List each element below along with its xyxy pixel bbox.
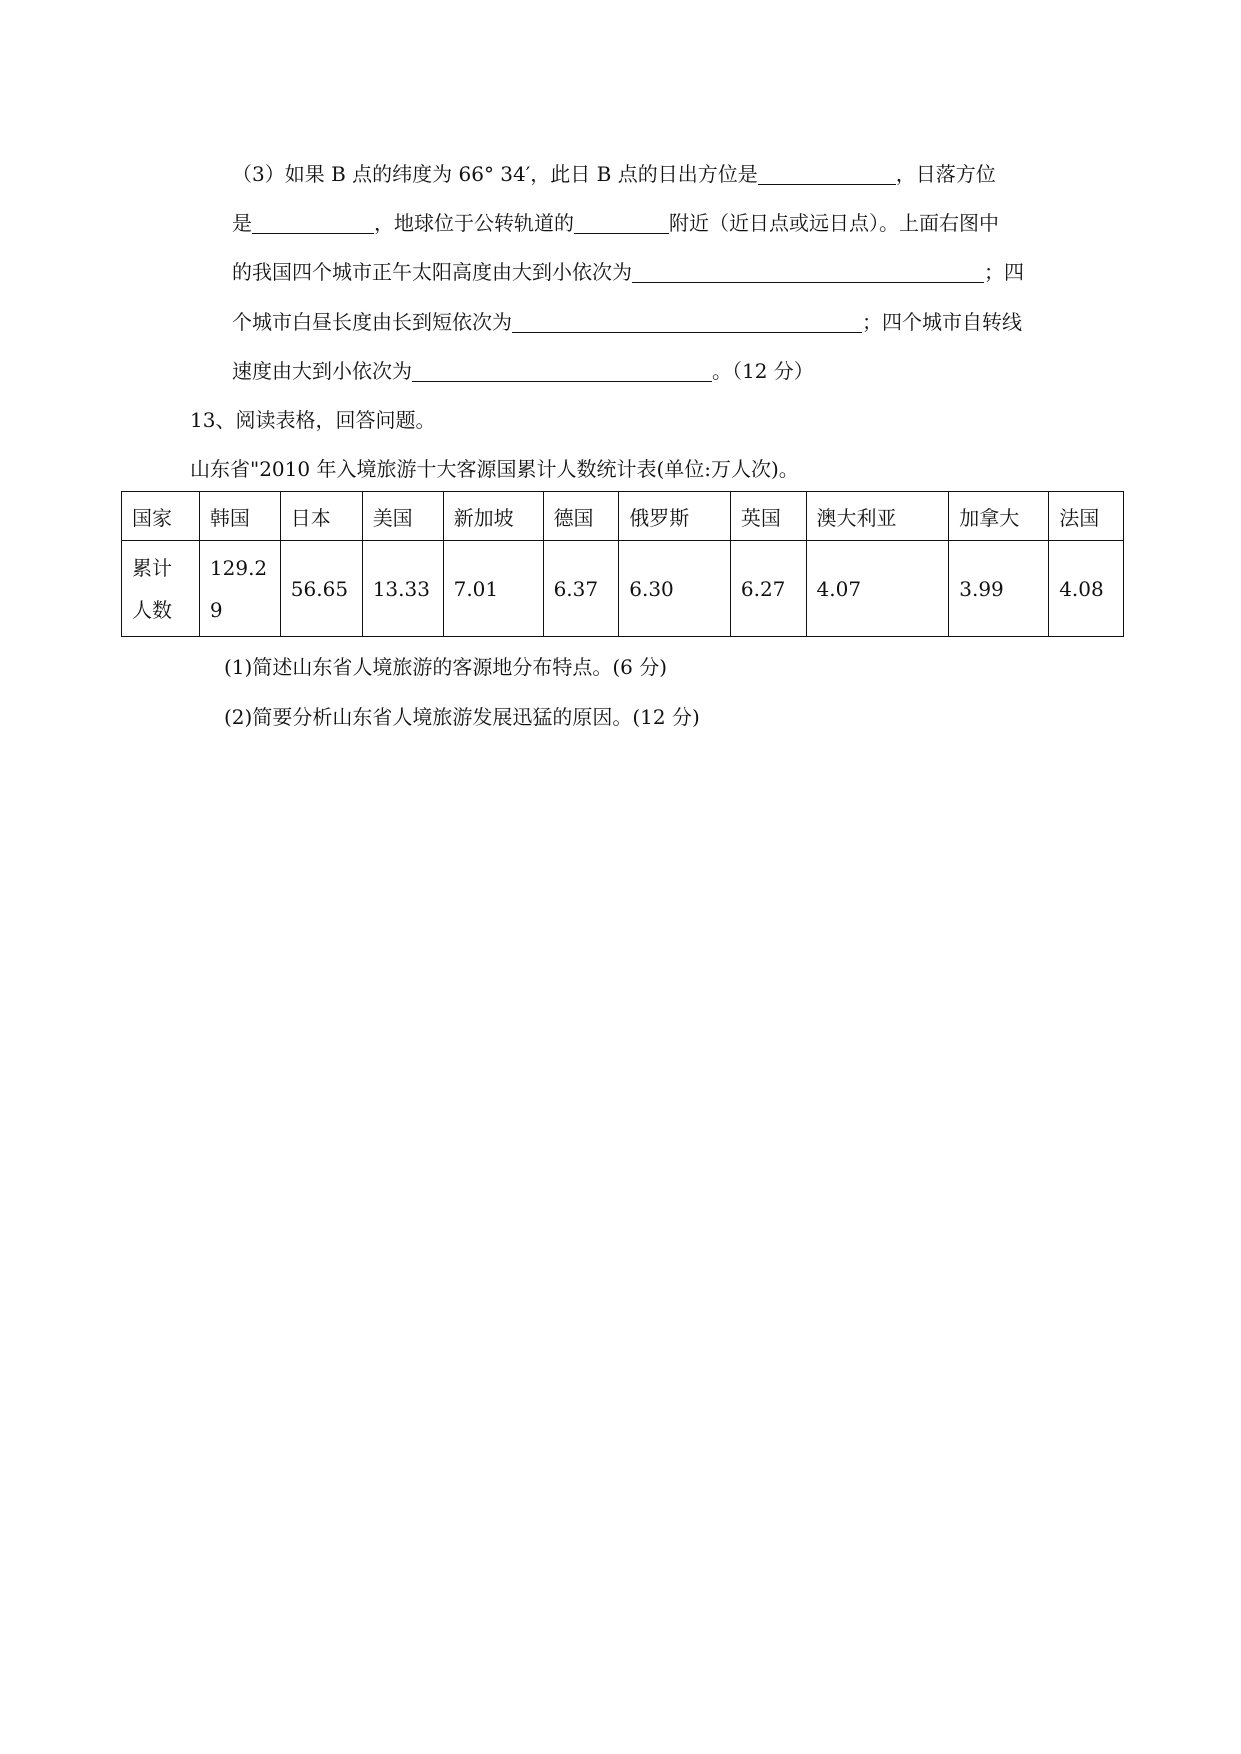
table-cell: 6.37 [543,541,619,637]
q3-text: ，日落方位 [895,162,996,186]
table-cell: 13.33 [362,541,443,637]
table-caption: 山东省"2010 年入境旅游十大客源国累计人数统计表(单位:万人次)。 [190,457,799,481]
answer-blank[interactable] [574,213,669,234]
q3-text: ，地球位于公转轨道的 [374,211,574,235]
answer-blank[interactable] [512,312,862,333]
table-cell: 6.27 [730,541,806,637]
table-cell: 3.99 [949,541,1049,637]
q3-text: 附近（近日点或远日点）。上面右图中 [669,211,999,235]
q3-line-3 [232,258,1024,286]
table-cell: 56.65 [280,541,362,637]
q3-line-1 [232,160,996,188]
q3-text: 的我国四个城市正午太阳高度由大到小依次为 [232,260,632,284]
table-cell: 6.30 [619,541,731,637]
table-cell: 澳大利亚 [806,492,949,541]
value-text: 9 [209,597,223,622]
table-cell: 4.08 [1049,541,1124,637]
table-cell: 4.07 [806,541,949,637]
table-cell: 俄罗斯 [619,492,731,541]
table-cell [199,541,280,637]
table-header-row [122,492,1124,541]
q3-text: （3）如果 B 点的纬度为 66° 34′，此日 B 点的日出方位是 [232,162,758,186]
answer-blank[interactable] [632,262,984,283]
table-cell: 德国 [543,492,619,541]
sub-question-1: (1)简述山东省人境旅游的客源地分布特点。(6 分) [224,655,668,679]
table-cell: 法国 [1049,492,1124,541]
table-cell [122,541,200,637]
answer-blank[interactable] [252,213,374,234]
q3-text: 是 [232,211,252,235]
row-label: 累计 [132,555,172,580]
answer-blank[interactable] [758,164,896,185]
table-cell: 英国 [730,492,806,541]
table-cell: 加拿大 [949,492,1049,541]
table-cell: 日本 [280,492,362,541]
sub-question-2: (2)简要分析山东省人境旅游发展迅猛的原因。(12 分) [224,705,700,729]
table-value-row [122,541,1124,637]
q3-text: 。（12 分） [712,359,814,383]
row-label: 人数 [132,597,172,622]
q3-text: ；四 [984,260,1024,284]
tourism-table [121,491,1124,637]
table-cell: 新加坡 [443,492,543,541]
table-cell: 美国 [362,492,443,541]
table-cell: 7.01 [443,541,543,637]
q3-line-4 [232,308,1022,336]
q3-line-5 [232,357,814,385]
q3-text: 个城市白昼长度由长到短依次为 [232,310,512,334]
table-cell: 国家 [122,492,200,541]
table-cell: 韩国 [199,492,280,541]
value-text: 129.2 [209,555,268,580]
q13-title: 13、阅读表格，回答问题。 [190,408,436,432]
answer-blank[interactable] [412,361,712,382]
q3-text: ；四个城市自转线 [862,310,1022,334]
q3-line-2 [232,209,999,237]
q3-text: 速度由大到小依次为 [232,359,412,383]
